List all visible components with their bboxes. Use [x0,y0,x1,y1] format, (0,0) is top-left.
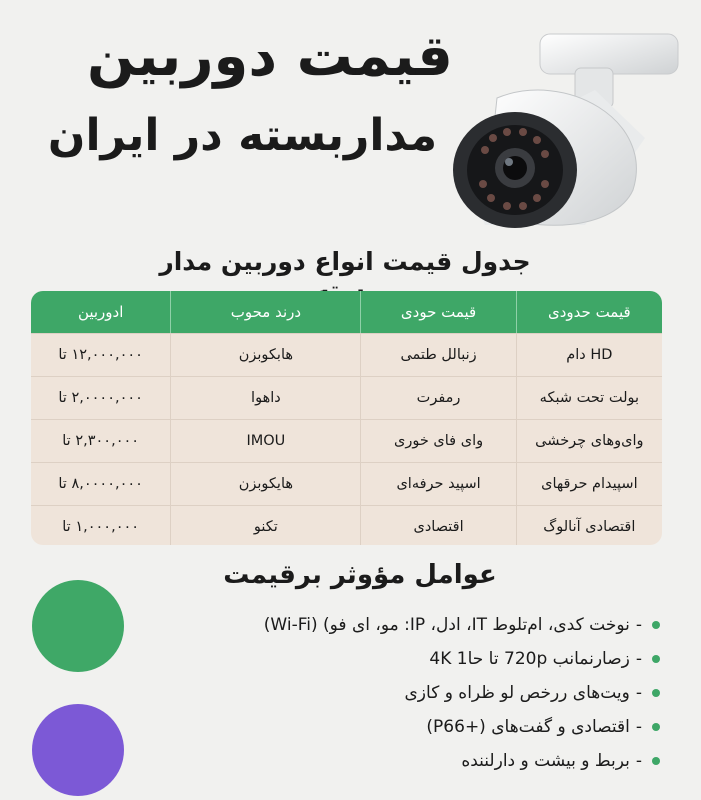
column-header: قیمت حودی [360,291,515,333]
table-cell: ۲,۰۰۰۰,۰۰۰ تا [58,390,143,406]
table-cell: وای‌وهای چرخشی [516,420,662,462]
table-cell: ۲,۳۰۰,۰۰۰ تا [62,433,140,449]
factors-list [160,608,660,778]
bullet-icon [652,689,660,697]
table-cell: بولت تحت شبکه [516,377,662,419]
column-header: ادوربین [77,303,124,321]
table-row [31,419,662,462]
table-cell: IMOU [170,420,360,462]
table-title: جدول قیمت انواع دوربین مدار [159,247,531,276]
table-row [31,376,662,419]
table-cell: داهوا [170,377,360,419]
bullet-icon [652,621,660,629]
decorative-purple-circle [32,704,124,796]
list-item: - ویت‌های ررخص لو ظراه و کازی [160,676,660,710]
page-subtitle: مداربسته در ایران [47,110,438,161]
column-header: درند محوب [170,291,360,333]
factor-text: ویت‌های ررخص لو ظراه و کازی [404,683,630,703]
table-cell: ۸,۰۰۰۰,۰۰۰ تا [58,476,143,492]
table-cell: اقتصادی آنالوگ [516,506,662,545]
price-table [31,291,662,545]
table-cell: هابکوبزن [170,334,360,376]
factor-text: زصارنمانب 720p تا حا1 4K [429,649,630,669]
table-cell: اقتصادی [360,506,515,545]
bullet-icon [652,757,660,765]
table-cell: ۱,۰۰۰,۰۰۰ تا [62,519,140,535]
cctv-camera-icon [445,20,690,230]
table-cell: رمفرت [360,377,515,419]
bullet-icon [652,723,660,731]
table-cell: اسپید حرفه‌ای [360,463,515,505]
list-item: - اقتصادی و گفت‌های (+P66) [160,710,660,744]
list-item: - نوخت کدی، ام‌تلوط IT، ادل، IP: مو، ای فو) (Wi-Fi) [160,608,660,642]
factor-text: اقتصادی و گفت‌های (+P66) [426,717,630,737]
factor-text: نوخت کدی، ام‌تلوط IT، ادل، IP: مو، ای فو) (Wi-Fi) [263,615,630,635]
table-row [31,505,662,545]
bullet-icon [652,655,660,663]
table-cell: ۱۲,۰۰۰,۰۰۰ تا [58,347,143,363]
table-cell: HD دام [516,334,662,376]
table-cell: تکنو [170,506,360,545]
factor-text: بربط و بیشت و دارلننده [461,751,630,771]
table-cell: وای فای خوری [360,420,515,462]
table-cell: زنبالل طتمی [360,334,515,376]
page-title: قیمت دوربین [87,24,453,89]
table-row [31,333,662,376]
decorative-green-circle [32,580,124,672]
table-cell: اسپیدام حرقهای [516,463,662,505]
table-row [31,462,662,505]
factors-title: عوامل مؤوثر برقیمت [223,560,497,590]
list-item: - زصارنمانب 720p تا حا1 4K [160,642,660,676]
list-item: - بربط و بیشت و دارلننده [160,744,660,778]
table-cell: هایکوبزن [170,463,360,505]
column-header: قیمت حدودی [516,291,662,333]
table-header-row [31,291,662,333]
